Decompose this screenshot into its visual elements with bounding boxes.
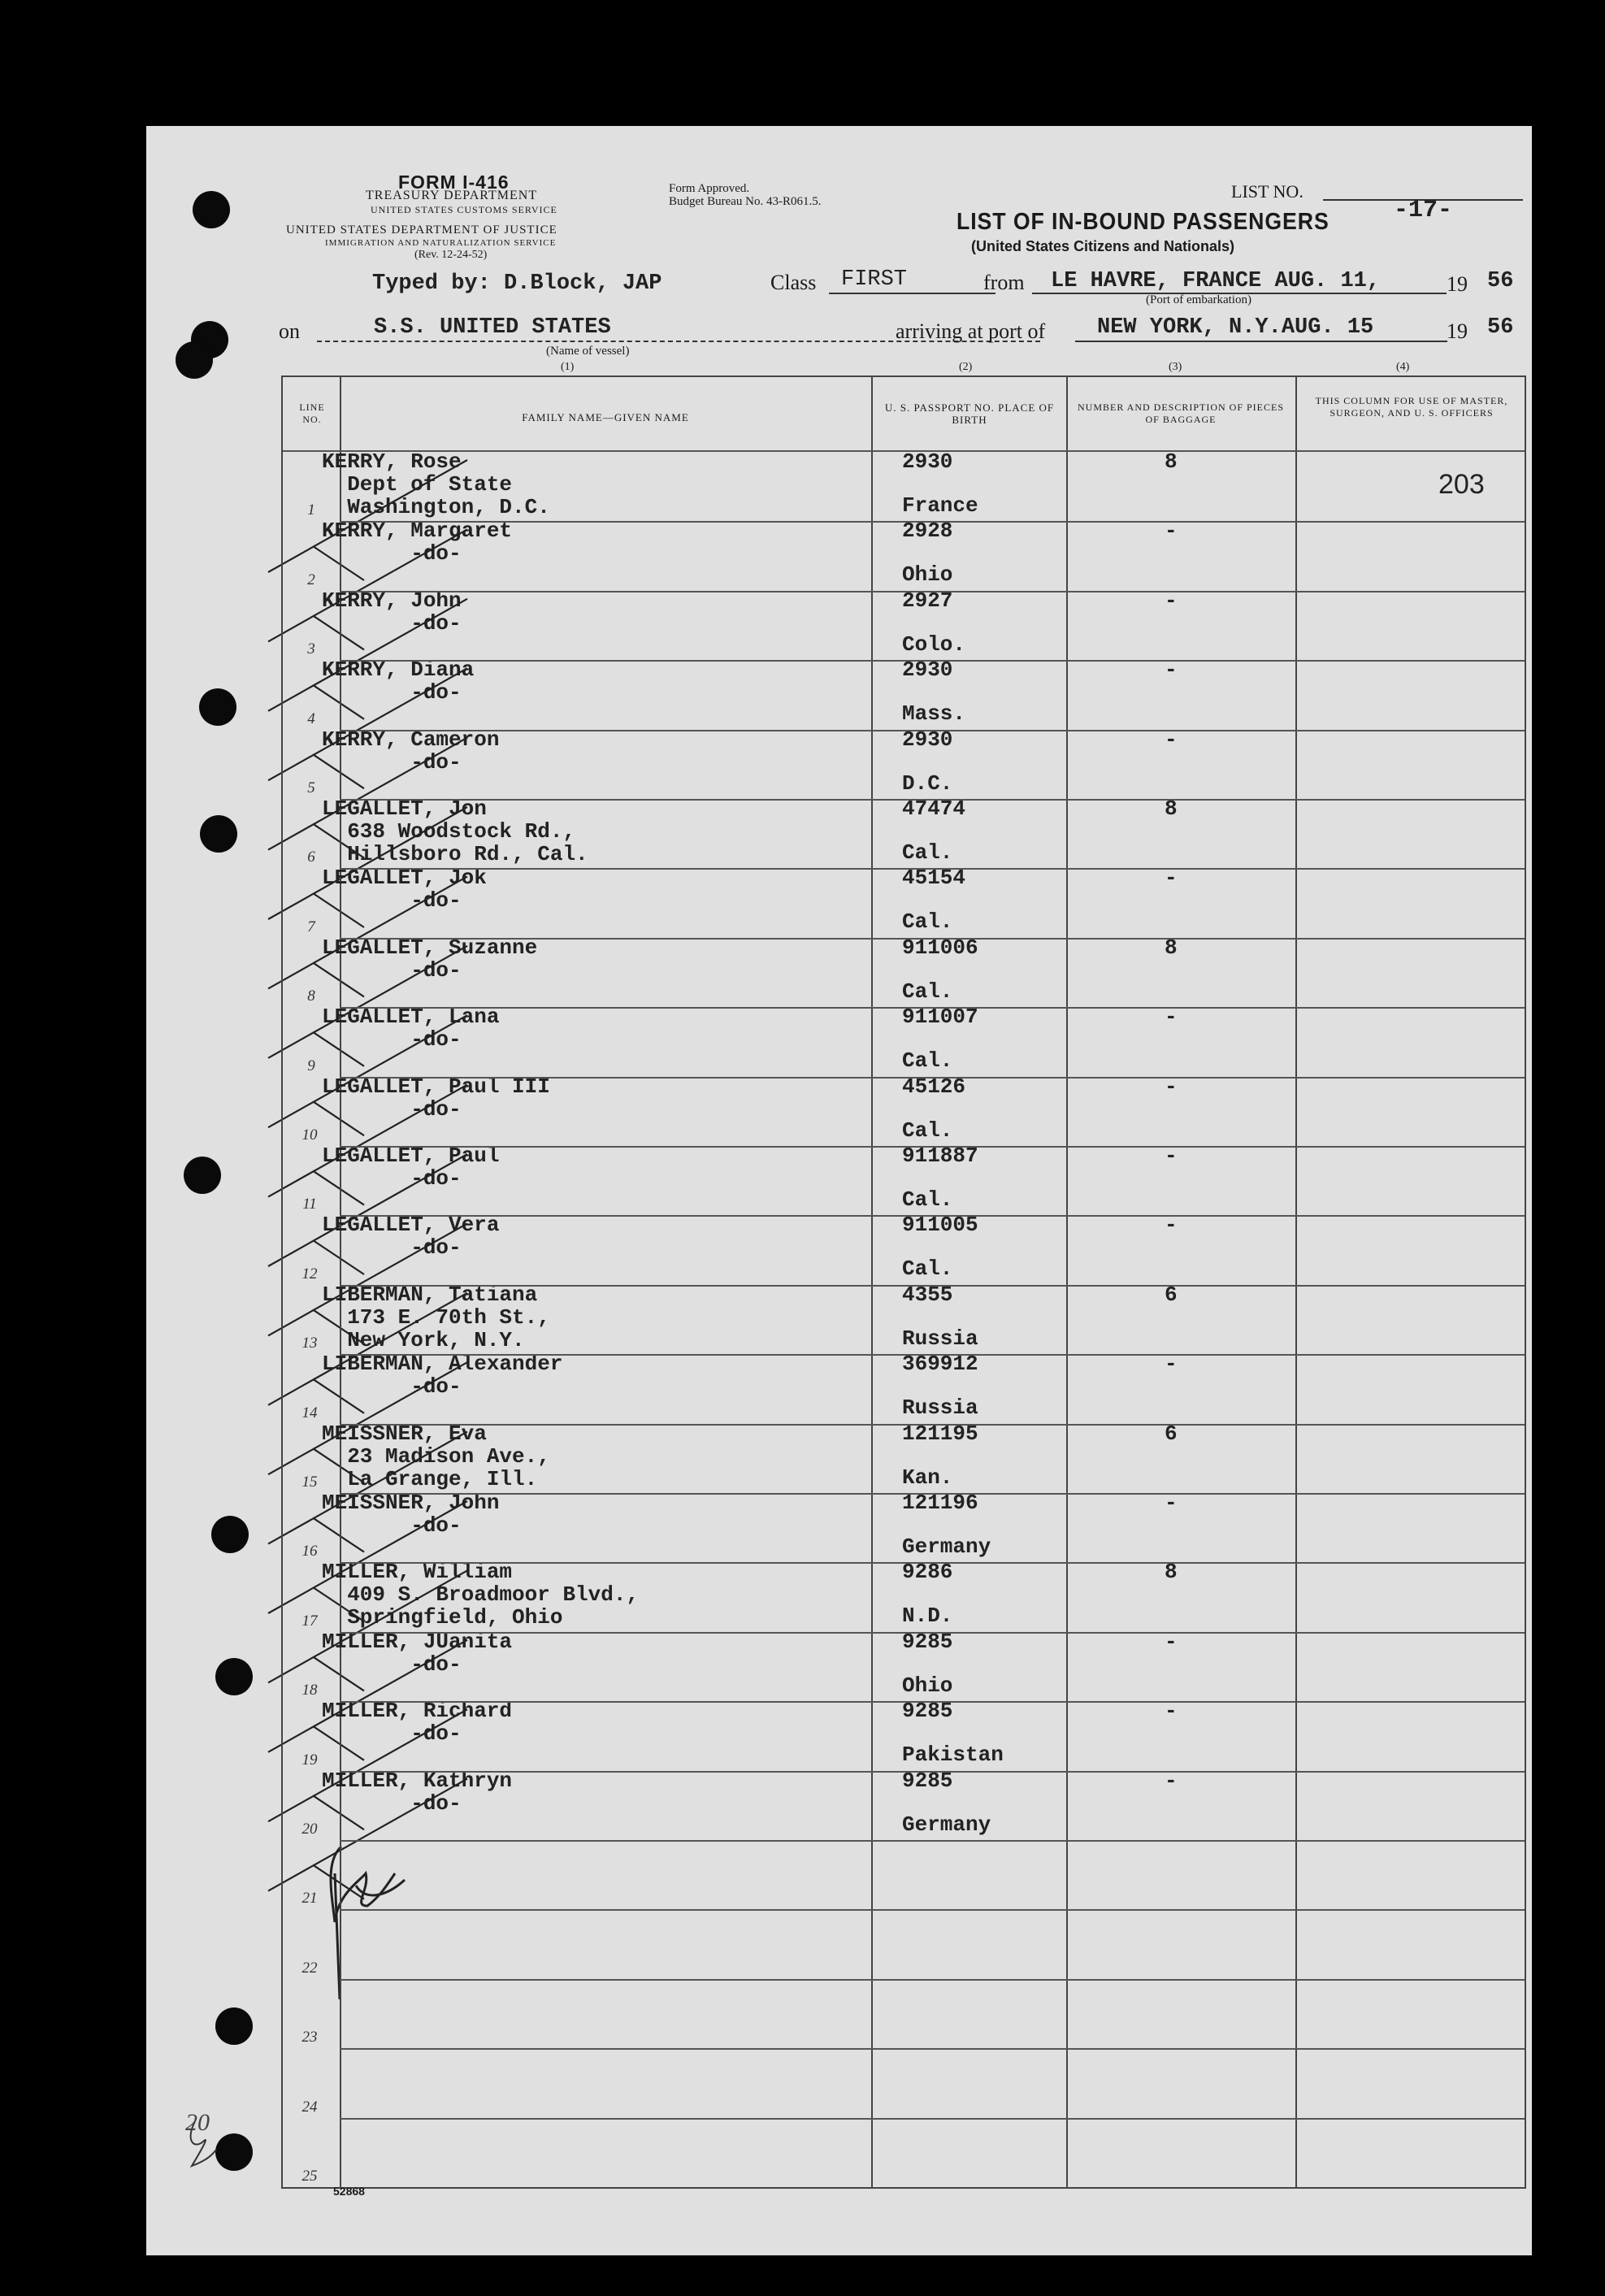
place-of-birth: Cal.: [902, 840, 953, 865]
form-title: LIST OF IN-BOUND PASSENGERS: [956, 209, 1330, 235]
line-number: 20: [301, 1821, 318, 1838]
line-number: 23: [301, 2029, 318, 2046]
baggage-count: -: [1165, 1005, 1178, 1030]
arriving-label: arriving at port of: [896, 319, 1046, 343]
line-number: 6: [307, 849, 315, 866]
line-number: 9: [307, 1057, 315, 1074]
line-number: 22: [301, 1959, 318, 1977]
passenger-name: KERRY, Margaret -do-: [322, 519, 513, 566]
year-prefix-arrival: 19: [1447, 319, 1468, 343]
arrival-year: 56: [1487, 315, 1514, 340]
line-number: 17: [301, 1612, 318, 1630]
passport-number: 2927: [902, 588, 953, 613]
revision: (Rev. 12-24-52): [414, 249, 488, 261]
place-of-birth: Cal.: [902, 979, 953, 1004]
passenger-name: LIBERMAN, Alexander -do-: [322, 1352, 563, 1400]
header-line-no: LINE NO.: [299, 401, 325, 425]
place-of-birth: Cal.: [902, 1048, 953, 1074]
col-divider: [1295, 377, 1297, 2187]
row-rule: [340, 1424, 1525, 1426]
row-rule: [340, 521, 1525, 523]
col-divider: [1066, 377, 1068, 2187]
place-of-birth: N.D.: [902, 1604, 953, 1629]
punch-hole: [211, 1516, 249, 1553]
passenger-name: LEGALLET, Vera -do-: [322, 1213, 500, 1261]
passenger-name: MEISSNER, Eva 23 Madison Ave., La Grange, Ill.: [322, 1421, 550, 1491]
passport-number: 45126: [902, 1074, 966, 1099]
col-num-2: (2): [959, 361, 973, 373]
header-family-name: FAMILY NAME—GIVEN NAME: [522, 411, 689, 423]
col-divider: [871, 377, 873, 2187]
baggage-count: -: [1165, 866, 1178, 891]
line-number: 1: [307, 501, 315, 519]
year-prefix-from: 19: [1447, 272, 1468, 296]
row-rule: [340, 2118, 1525, 2120]
form-approved: Form Approved.: [669, 182, 750, 195]
passenger-name: MILLER, William 409 S. Broadmoor Blvd., Springfield, Ohio: [322, 1560, 640, 1630]
line-number: 10: [301, 1126, 318, 1144]
line-number: 3: [307, 640, 315, 658]
place-of-birth: Pakistan: [902, 1743, 1004, 1768]
baggage-count: -: [1165, 588, 1178, 613]
baggage-count: 8: [1165, 449, 1178, 474]
line-number: 18: [301, 1682, 318, 1699]
justice-dept: UNITED STATES DEPARTMENT OF JUSTICE: [286, 224, 557, 237]
row-rule: [340, 1146, 1525, 1148]
passport-number: 2928: [902, 519, 953, 544]
punch-hole: [200, 815, 237, 853]
line-number: 11: [302, 1196, 317, 1213]
baggage-count: -: [1165, 1699, 1178, 1724]
passenger-name: MEISSNER, John -do-: [322, 1491, 500, 1538]
passenger-name: KERRY, Rose Dept of State Washington, D.C.: [322, 449, 550, 519]
typed-by: Typed by: D.Block, JAP: [372, 271, 662, 296]
row-rule: [340, 1354, 1525, 1356]
footer-code: 52868: [333, 2185, 365, 2198]
passenger-name: KERRY, Diana -do-: [322, 658, 475, 705]
passenger-name: LEGALLET, Jon 638 Woodstock Rd., Hillsboro Rd., Cal.: [322, 796, 588, 866]
row-rule: [340, 1840, 1525, 1842]
row-rule: [340, 1771, 1525, 1773]
place-of-birth: Cal.: [902, 909, 953, 935]
line-number: 12: [301, 1265, 318, 1283]
row-rule: [340, 799, 1525, 801]
vessel-name: S.S. UNITED STATES: [374, 315, 611, 340]
place-of-birth: Russia: [902, 1326, 978, 1351]
baggage-count: 6: [1165, 1282, 1178, 1307]
baggage-count: -: [1165, 1629, 1178, 1654]
row-rule: [340, 1077, 1525, 1079]
line-number: 14: [301, 1404, 318, 1421]
line-number: 15: [301, 1474, 318, 1491]
punch-hole: [199, 688, 236, 726]
from-value: LE HAVRE, FRANCE AUG. 11,: [1051, 269, 1381, 293]
baggage-count: -: [1165, 1768, 1178, 1793]
baggage-count: -: [1165, 1213, 1178, 1238]
line-number: 7: [307, 918, 315, 935]
class-underline: [829, 293, 996, 294]
officer-note: 203: [1438, 469, 1485, 500]
line-number: 4: [307, 710, 315, 727]
row-rule: [340, 1909, 1525, 1911]
passport-number: 121196: [902, 1491, 978, 1515]
line-number: 8: [307, 987, 315, 1005]
passport-number: 9285: [902, 1699, 953, 1724]
header-passport: U. S. PASSPORT NO. PLACE OF BIRTH: [884, 401, 1055, 426]
passport-number: 121195: [902, 1421, 978, 1446]
place-of-birth: Germany: [902, 1812, 991, 1837]
punch-hole: [215, 2007, 253, 2045]
passenger-name: LEGALLET, Lana -do-: [322, 1005, 500, 1053]
passport-number: 369912: [902, 1352, 978, 1377]
from-label: from: [983, 271, 1025, 294]
vessel-name-label: (Name of vessel): [546, 345, 630, 358]
place-of-birth: Russia: [902, 1395, 978, 1421]
baggage-count: -: [1165, 1352, 1178, 1377]
form-number: FORM I-416: [398, 171, 510, 193]
list-number: -17-: [1394, 197, 1453, 224]
passport-number: 911007: [902, 1005, 978, 1030]
header-baggage: NUMBER AND DESCRIPTION OF PIECES OF BAGGAGE: [1077, 401, 1285, 425]
passenger-name: LIBERMAN, Tatiana 173 E. 70th St., New York, N.Y.: [322, 1282, 550, 1352]
port-of-embarkation-label: (Port of embarkation): [1146, 293, 1251, 306]
arrival-underline: [1075, 341, 1447, 342]
col-num-3: (3): [1169, 361, 1182, 373]
col-num-4: (4): [1396, 361, 1410, 373]
place-of-birth: Germany: [902, 1534, 991, 1559]
passport-number: 4355: [902, 1282, 953, 1307]
passenger-name: MILLER, Kathryn -do-: [322, 1768, 513, 1816]
place-of-birth: Ohio: [902, 1673, 953, 1698]
baggage-count: -: [1165, 519, 1178, 544]
passenger-name: LEGALLET, Paul -do-: [322, 1144, 500, 1191]
baggage-count: 8: [1165, 935, 1178, 960]
passenger-name: LEGALLET, Suzanne -do-: [322, 935, 538, 983]
baggage-count: -: [1165, 1491, 1178, 1515]
passenger-name: LEGALLET, Paul III -do-: [322, 1074, 550, 1122]
passport-number: 911006: [902, 935, 978, 960]
place-of-birth: Colo.: [902, 632, 966, 657]
place-of-birth: Ohio: [902, 562, 953, 588]
row-rule: [340, 660, 1525, 662]
line-number: 24: [301, 2098, 318, 2116]
row-rule: [340, 1979, 1525, 1981]
passenger-name: MILLER, JUanita -do-: [322, 1629, 513, 1677]
punch-hole: [193, 191, 230, 228]
passenger-name: KERRY, Cameron -do-: [322, 727, 500, 775]
row-rule: [340, 591, 1525, 592]
col-num-1: (1): [561, 361, 575, 373]
place-of-birth: Mass.: [902, 701, 966, 727]
punch-hole: [215, 2133, 253, 2171]
row-rule: [340, 2048, 1525, 2050]
margin-note: 20: [185, 2109, 210, 2136]
row-rule: [340, 1632, 1525, 1634]
place-of-birth: Cal.: [902, 1187, 953, 1212]
list-no-label: LIST NO.: [1231, 181, 1304, 202]
row-rule: [340, 1007, 1525, 1009]
row-rule: [340, 730, 1525, 731]
passenger-name: MILLER, Richard -do-: [322, 1699, 513, 1747]
line-number: 13: [301, 1335, 318, 1352]
line-number: 19: [301, 1751, 318, 1769]
punch-hole: [176, 341, 213, 379]
baggage-count: 8: [1165, 796, 1178, 821]
passport-number: 9285: [902, 1629, 953, 1654]
row-rule: [340, 1562, 1525, 1564]
arrival-port: NEW YORK, N.Y.AUG. 15: [1097, 315, 1374, 340]
row-rule: [340, 1215, 1525, 1217]
passenger-name: LEGALLET, Jok -do-: [322, 866, 487, 914]
header-officers: THIS COLUMN FOR USE OF MASTER, SURGEON, AND U. S. OFFICERS: [1315, 395, 1508, 419]
line-number: 25: [301, 2168, 318, 2185]
place-of-birth: Kan.: [902, 1465, 953, 1490]
row-rule: [340, 1493, 1525, 1495]
baggage-count: 6: [1165, 1421, 1178, 1446]
passport-number: 2930: [902, 658, 953, 683]
baggage-count: 8: [1165, 1560, 1178, 1585]
place-of-birth: Cal.: [902, 1118, 953, 1143]
passport-number: 2930: [902, 727, 953, 752]
row-rule: [340, 938, 1525, 940]
place-of-birth: France: [902, 493, 978, 518]
row-rule: [340, 1701, 1525, 1703]
passenger-table: [281, 375, 1526, 2189]
customs-service: UNITED STATES CUSTOMS SERVICE: [371, 204, 557, 215]
on-label: on: [279, 319, 300, 343]
row-rule: [340, 868, 1525, 870]
class-value: FIRST: [841, 267, 908, 292]
from-year: 56: [1487, 269, 1514, 293]
passport-number: 45154: [902, 866, 966, 891]
budget-bureau: Budget Bureau No. 43-R061.5.: [669, 195, 822, 208]
ins-service: IMMIGRATION AND NATURALIZATION SERVICE: [325, 238, 557, 248]
punch-hole: [215, 1658, 253, 1695]
place-of-birth: D.C.: [902, 770, 953, 796]
place-of-birth: Cal.: [902, 1257, 953, 1282]
passport-number: 47474: [902, 796, 966, 821]
row-rule: [340, 1285, 1525, 1287]
line-number: 5: [307, 779, 315, 796]
manifest-sheet: [146, 126, 1532, 2255]
treasury-dept: TREASURY DEPARTMENT: [366, 189, 538, 202]
punch-hole: [184, 1157, 221, 1194]
passport-number: 9286: [902, 1560, 953, 1585]
passenger-name: KERRY, John -do-: [322, 588, 462, 636]
baggage-count: -: [1165, 658, 1178, 683]
line-number: 2: [307, 571, 315, 588]
passport-number: 9285: [902, 1768, 953, 1793]
line-number: 21: [301, 1890, 318, 1908]
baggage-count: -: [1165, 727, 1178, 752]
form-subtitle: (United States Citizens and Nationals): [971, 238, 1235, 254]
passport-number: 911887: [902, 1144, 978, 1168]
baggage-count: -: [1165, 1074, 1178, 1099]
passport-number: 2930: [902, 449, 953, 474]
passport-number: 911005: [902, 1213, 978, 1238]
class-label: Class: [770, 271, 817, 294]
baggage-count: -: [1165, 1144, 1178, 1168]
line-number: 16: [301, 1543, 318, 1560]
